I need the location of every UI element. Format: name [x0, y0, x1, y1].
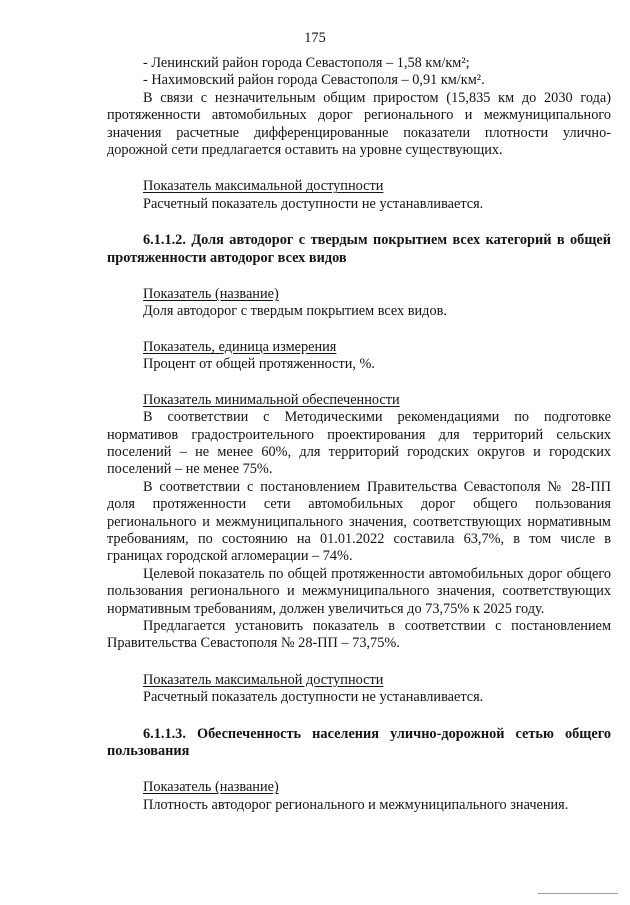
text-indicator-name-2: Плотность автодорог регионального и межмуниципального значения.	[143, 796, 569, 813]
label-max-accessibility-1: Показатель максимальной доступности	[143, 178, 384, 195]
paragraph-growth: В связи с незначительным общим приростом (15,835 км до 2030 года) протяженности автомобильных дорог регионального и межмуниципального значения расчетные дифференцированные показатели плотности улично-дорожной сети предлагается оставить на уровне существующих.	[107, 89, 611, 159]
page-number: 175	[304, 30, 326, 46]
text-max-accessibility-1: Расчетный показатель доступности не устанавливается.	[143, 195, 484, 212]
section-heading-6-1-1-3: 6.1.1.3. Обеспеченность населения улично-дорожной сетью общего пользования	[107, 725, 611, 759]
label-max-accessibility-2: Показатель максимальной доступности	[143, 671, 384, 688]
text-unit: Процент от общей протяженности, %.	[143, 356, 375, 373]
label-indicator-name-1: Показатель (название)	[143, 286, 279, 303]
list-item-leninsky: - Ленинский район города Севастополя – 1,58 км/км²;	[143, 55, 470, 71]
label-unit: Показатель, единица измерения	[143, 338, 337, 355]
label-indicator-name-2: Показатель (название)	[143, 779, 279, 796]
paragraph-propose: Предлагается установить показатель в соответствии с постановлением Правительства Севастополя № 28-ПП – 73,75%.	[107, 617, 611, 652]
paragraph-decree: В соответствии с постановлением Правительства Севастополя № 28-ПП доля протяженности сети автомобильных дорог общего пользования регионального и межмуниципального значения, соответствующих нормативным требованиям, по состоянию на 01.01.2022 составила 63,7%, в том числе в границах городской агломерации – 74%.	[107, 478, 611, 565]
page-content	[107, 55, 611, 814]
text-max-accessibility-2: Расчетный показатель доступности не устанавливается.	[143, 689, 484, 706]
scan-edge-line	[538, 893, 618, 894]
section-heading-6-1-1-2: 6.1.1.2. Доля автодорог с твердым покрытием всех категорий в общей протяженности автодорог всех видов	[107, 232, 611, 266]
paragraph-method-recommendations: В соответствии с Методическими рекомендациями по подготовке нормативов градостроительного проектирования для территорий сельских поселений – не менее 60%, для территорий городских округов и городских поселений – не менее 75%.	[107, 409, 611, 478]
text-indicator-name-1: Доля автодорог с твердым покрытием всех видов.	[143, 303, 447, 320]
label-min-provision: Показатель минимальной обеспеченности	[143, 391, 400, 408]
list-item-nakhimovsky: - Нахимовский район города Севастополя – 0,91 км/км².	[143, 72, 485, 89]
paragraph-target: Целевой показатель по общей протяженности автомобильных дорог общего пользования регионального и межмуниципального значения, соответствующих нормативным требованиям, должен увеличиться до 73,75% к 2025 году.	[107, 565, 611, 617]
